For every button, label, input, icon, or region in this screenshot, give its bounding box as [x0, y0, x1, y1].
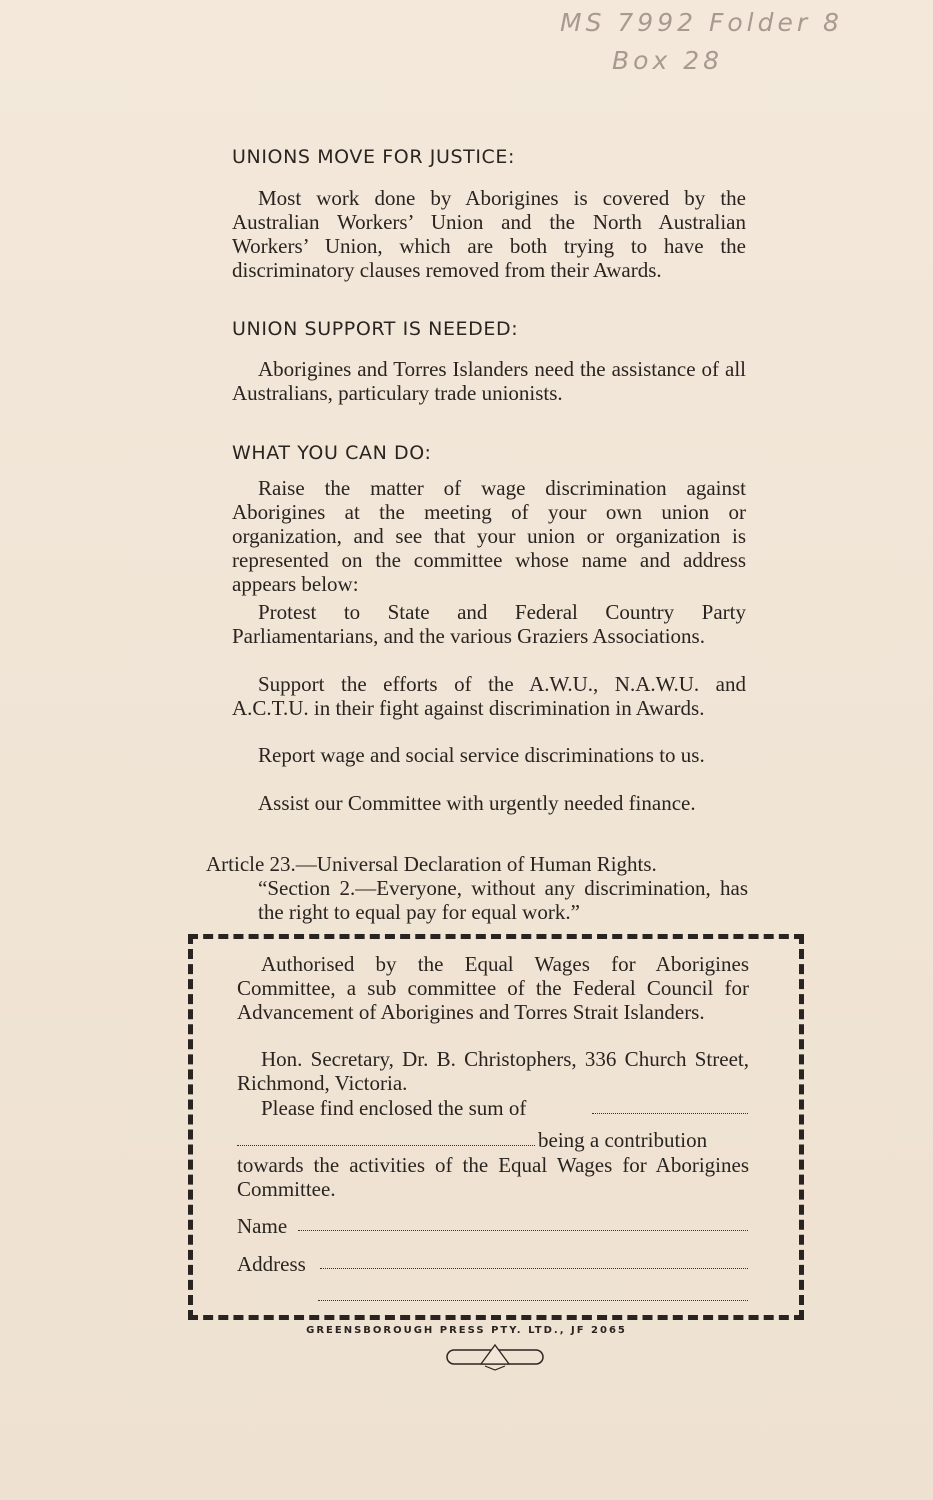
form-authorised-text: Authorised by the Equal Wages for Aborigines Committee, a sub committee of the Federal Council for Advancement of Aborigines and Torres Strait Islanders.: [237, 952, 749, 1024]
action-item: Protest to State and Federal Country Party Parliamentarians, and the various Graziers Associations.: [232, 600, 746, 648]
name-field[interactable]: [298, 1230, 748, 1231]
sum-field-continued[interactable]: [237, 1145, 535, 1146]
paragraph-support: Aborigines and Torres Islanders need the assistance of all Australians, particulary trade unionists.: [232, 357, 746, 405]
archive-note-line2: Box 28: [612, 46, 723, 75]
archive-note-line1: MS 7992 Folder 8: [560, 8, 843, 37]
archive-handwritten-note: [560, 4, 920, 80]
address-field[interactable]: [320, 1268, 748, 1269]
action-item: Report wage and social service discriminations to us.: [258, 743, 705, 767]
heading-action: WHAT YOU CAN DO:: [232, 442, 432, 464]
address-field-line2[interactable]: [318, 1300, 748, 1301]
enclosed-prefix: Please find enclosed the sum of: [261, 1096, 527, 1120]
paragraph-unions: Most work done by Aborigines is covered by the Australian Workers’ Union and the North Australian Workers’ Union, which are both trying to have the discriminatory clauses removed from their Awards.: [232, 186, 746, 282]
heading-unions: UNIONS MOVE FOR JUSTICE:: [232, 146, 516, 168]
article-section: “Section 2.—Everyone, without any discrimination, has the right to equal pay for equal work.”: [258, 876, 748, 924]
contribution-suffix: being a contribution: [538, 1128, 708, 1152]
form-secretary-text: Hon. Secretary, Dr. B. Christophers, 336 Church Street, Richmond, Victoria.: [237, 1047, 749, 1095]
form-enclosed-line: [237, 1096, 749, 1120]
union-printing-label-logo: [445, 1342, 545, 1372]
address-label: Address: [237, 1252, 306, 1276]
action-item: Raise the matter of wage discrimination against Aborigines at the meeting of your own union or organization, and see that your union or organization is represented on the committee whose name and address appears below:: [232, 476, 746, 596]
printer-imprint: GREENSBOROUGH PRESS PTY. LTD., JF 2065: [306, 1325, 627, 1336]
sum-field[interactable]: [592, 1113, 748, 1114]
action-item: Support the efforts of the A.W.U., N.A.W.U. and A.C.T.U. in their fight against discrimination in Awards.: [232, 672, 746, 720]
action-item: Assist our Committee with urgently needed finance.: [258, 791, 696, 815]
contribution-rest-text: towards the activities of the Equal Wages for Aborigines Committee.: [237, 1153, 749, 1201]
heading-support: UNION SUPPORT IS NEEDED:: [232, 318, 519, 340]
article-title: Article 23.—Universal Declaration of Human Rights.: [206, 852, 657, 876]
name-label: Name: [237, 1214, 288, 1238]
article-quote: [206, 852, 780, 924]
